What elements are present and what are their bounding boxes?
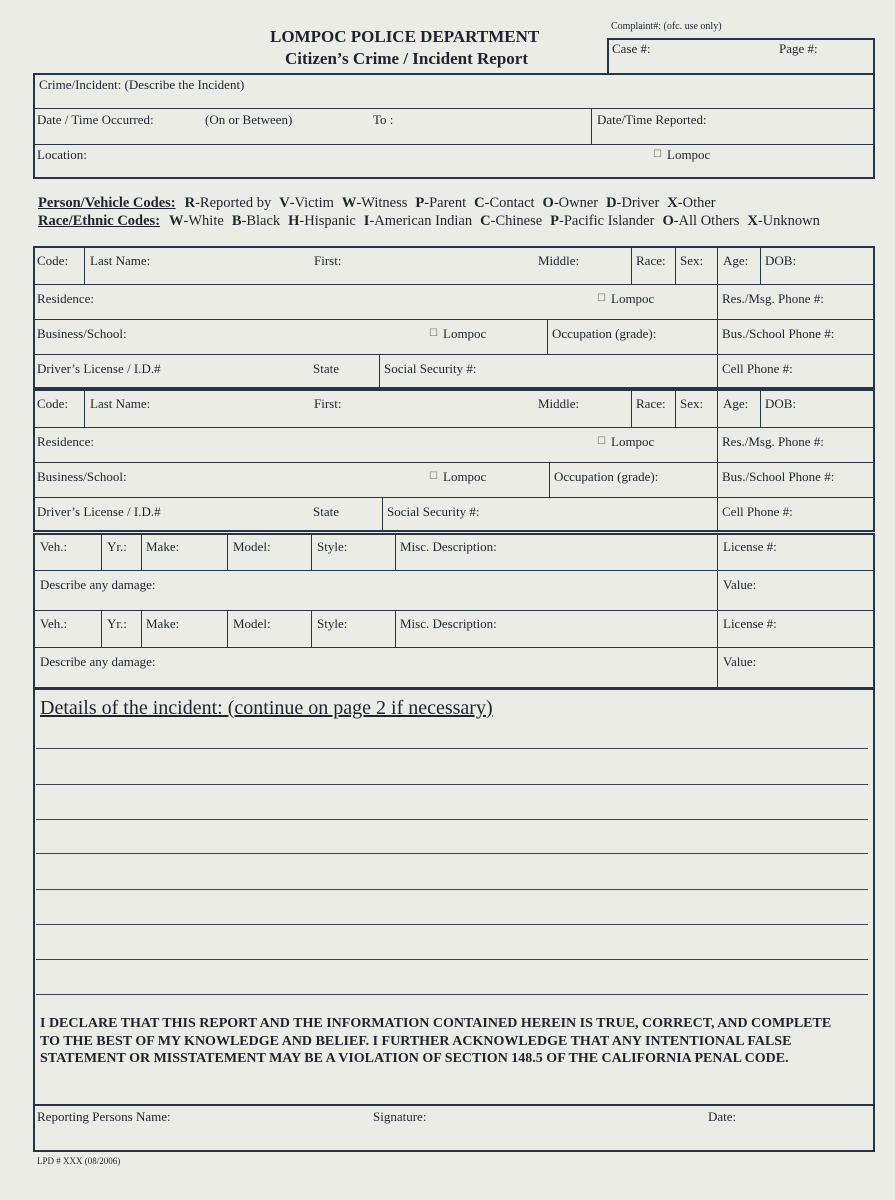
ssn-field[interactable]: Social Security #:: [387, 504, 480, 519]
age-field[interactable]: Age:: [723, 396, 749, 411]
person-code-item: [474, 195, 534, 211]
date-time-occurred-field[interactable]: Date / Time Occurred:: [37, 112, 154, 127]
divider: [395, 610, 396, 647]
sex-field[interactable]: Sex:: [680, 253, 704, 268]
person-code-text: -Contact: [484, 195, 535, 211]
lompoc-label: Lompoc: [667, 147, 711, 162]
first-name-field[interactable]: First:: [314, 253, 342, 268]
race-code-letter: C: [480, 213, 491, 229]
person-code-letter: C: [474, 195, 485, 211]
race-code-letter: W: [169, 213, 184, 229]
reporting-person-name-field[interactable]: Reporting Persons Name:: [37, 1109, 171, 1124]
page-number-label: Page #:: [779, 41, 818, 56]
divider: [227, 610, 228, 647]
declaration-text: I DECLARE THAT THIS REPORT AND THE INFORMATION CONTAINED HEREIN IS TRUE, CORRECT, AND COMPLETE TO THE BEST OF MY KNOWLEDGE AND BELIEF. I FURTHER ACKNOWLEDGE THAT ANY INTENTIONAL FALSE STATEMENT OR MISSTATEMENT MAY BE A VIOLATION OF SECTION 148.5 OF THE CALIFORNIA PENAL CODE.: [40, 1016, 832, 1066]
vehicle-style-field[interactable]: Style:: [317, 616, 348, 631]
bus-phone-field[interactable]: Bus./School Phone #:: [722, 469, 835, 484]
lompoc-checkbox-icon[interactable]: ☐: [597, 293, 606, 304]
person-code-letter: X: [667, 195, 678, 211]
ssn-field[interactable]: Social Security #:: [384, 361, 477, 376]
lompoc-checkbox-icon[interactable]: ☐: [429, 471, 438, 482]
race-field[interactable]: Race:: [636, 396, 666, 411]
person-codes-label: Person/Vehicle Codes:: [38, 195, 176, 211]
divider: [33, 462, 875, 463]
business-school-field[interactable]: Business/School:: [37, 326, 127, 341]
divider: [311, 610, 312, 647]
race-ethnic-codes: [38, 213, 820, 230]
vehicle-damage-field[interactable]: Describe any damage:: [40, 654, 156, 669]
lompoc-label: Lompoc: [443, 469, 487, 484]
divider: [101, 533, 102, 570]
date-field[interactable]: Date:: [708, 1109, 737, 1124]
person-code-item: [185, 195, 272, 211]
divider: [631, 389, 632, 427]
location-field[interactable]: Location:: [37, 147, 87, 162]
occupation-field[interactable]: Occupation (grade):: [554, 469, 659, 484]
race-code-item: [288, 213, 356, 229]
race-code-letter: I: [363, 213, 370, 229]
divider: [591, 108, 592, 144]
person-code-letter: D: [606, 195, 617, 211]
divider: [675, 389, 676, 427]
person-code-item: [342, 195, 407, 211]
bus-phone-field[interactable]: Bus./School Phone #:: [722, 326, 835, 341]
divider: [33, 647, 875, 648]
person-code-item: [415, 195, 466, 211]
divider: [311, 533, 312, 570]
vehicle-make-field[interactable]: Make:: [146, 616, 180, 631]
lompoc-label: Lompoc: [611, 434, 655, 449]
person-code-letter: R: [184, 195, 196, 211]
drivers-license-field[interactable]: Driver’s License / I.D.#: [37, 504, 161, 519]
divider: [227, 533, 228, 570]
divider: [141, 533, 142, 570]
divider: [379, 354, 380, 389]
race-code-text: -Unknown: [757, 213, 820, 229]
vehicle-year-field[interactable]: Yr.:: [107, 616, 127, 631]
race-code-item: [662, 213, 739, 229]
vehicle-code-field[interactable]: Veh.:: [40, 539, 68, 554]
form-number: LPD # XXX (08/2006): [37, 1156, 121, 1166]
details-writing-line[interactable]: [36, 819, 868, 820]
divider: [33, 108, 875, 109]
business-school-field[interactable]: Business/School:: [37, 469, 127, 484]
res-phone-field[interactable]: Res./Msg. Phone #:: [722, 434, 824, 449]
race-code-item: [232, 213, 280, 229]
res-phone-field[interactable]: Res./Msg. Phone #:: [722, 291, 824, 306]
person-code-item: [279, 195, 334, 211]
divider: [760, 389, 761, 427]
middle-name-field[interactable]: Middle:: [538, 396, 580, 411]
divider: [547, 319, 548, 354]
race-code-letter: P: [550, 213, 560, 229]
details-writing-line[interactable]: [36, 889, 868, 890]
race-code-text: -Chinese: [490, 213, 543, 229]
cell-phone-field[interactable]: Cell Phone #:: [722, 361, 793, 376]
person-code-letter: P: [415, 195, 425, 211]
age-field[interactable]: Age:: [723, 253, 749, 268]
case-number-label: Case #:: [612, 41, 651, 56]
complaint-note: Complaint#: (ofc. use only): [611, 21, 722, 32]
race-field[interactable]: Race:: [636, 253, 666, 268]
race-code-text: -White: [183, 213, 224, 229]
dob-field[interactable]: DOB:: [765, 253, 797, 268]
race-code-item: [550, 213, 654, 229]
race-code-text: -Hispanic: [299, 213, 356, 229]
person-code-letter: O: [542, 195, 554, 211]
divider: [717, 389, 718, 427]
person-code-item: [606, 195, 659, 211]
race-code-text: -American Indian: [369, 213, 473, 229]
state-field[interactable]: State: [313, 504, 339, 519]
race-code-text: -All Others: [673, 213, 740, 229]
divider: [33, 497, 875, 498]
signature-field[interactable]: Signature:: [373, 1109, 427, 1124]
vehicle-style-field[interactable]: Style:: [317, 539, 348, 554]
vehicle-year-field[interactable]: Yr.:: [107, 539, 127, 554]
vehicle-model-field[interactable]: Model:: [233, 539, 271, 554]
details-writing-line[interactable]: [36, 748, 868, 749]
divider: [33, 354, 875, 355]
race-codes-label: Race/Ethnic Codes:: [38, 213, 161, 229]
vehicle-misc-description-field[interactable]: Misc. Description:: [400, 539, 497, 554]
divider: [717, 610, 718, 687]
lompoc-checkbox-icon[interactable]: ☐: [597, 436, 606, 447]
divider: [101, 610, 102, 647]
race-code-text: -Pacific Islander: [559, 213, 655, 229]
person-code-item: [667, 195, 715, 211]
divider: [33, 319, 875, 320]
race-code-letter: H: [288, 213, 300, 229]
person-code-field[interactable]: Code:: [37, 253, 69, 268]
divider: [717, 246, 718, 284]
sex-field[interactable]: Sex:: [680, 396, 704, 411]
details-writing-line[interactable]: [36, 959, 868, 960]
occupation-field[interactable]: Occupation (grade):: [552, 326, 657, 341]
race-code-letter: O: [662, 213, 674, 229]
person-code-field[interactable]: Code:: [37, 396, 69, 411]
person-code-text: -Reported by: [195, 195, 272, 211]
to-label: To :: [373, 112, 394, 127]
vehicle-value-field[interactable]: Value:: [723, 577, 757, 592]
person-code-letter: W: [341, 195, 357, 211]
details-writing-line[interactable]: [36, 994, 868, 995]
divider: [631, 246, 632, 284]
divider: [84, 246, 85, 284]
last-name-field[interactable]: Last Name:: [90, 396, 151, 411]
state-field[interactable]: State: [313, 361, 339, 376]
middle-name-field[interactable]: Middle:: [538, 253, 580, 268]
department-name: LOMPOC POLICE DEPARTMENT: [270, 27, 540, 46]
cell-phone-field[interactable]: Cell Phone #:: [722, 504, 793, 519]
vehicle-damage-field[interactable]: Describe any damage:: [40, 577, 156, 592]
divider: [33, 570, 875, 571]
details-title: Details of the incident: (continue on page 2 if necessary): [40, 697, 493, 719]
divider: [549, 462, 550, 497]
residence-field[interactable]: Residence:: [37, 434, 95, 449]
lompoc-label: Lompoc: [443, 326, 487, 341]
details-writing-line[interactable]: [36, 924, 868, 925]
vehicle-license-field[interactable]: License #:: [723, 539, 777, 554]
divider: [760, 246, 761, 284]
vehicle-value-field[interactable]: Value:: [723, 654, 757, 669]
vehicle-misc-description-field[interactable]: Misc. Description:: [400, 616, 497, 631]
dob-field[interactable]: DOB:: [765, 396, 797, 411]
vehicle-make-field[interactable]: Make:: [146, 539, 180, 554]
divider: [717, 533, 718, 610]
race-code-item: [480, 213, 542, 229]
divider: [141, 610, 142, 647]
lompoc-label: Lompoc: [611, 291, 655, 306]
divider: [675, 246, 676, 284]
drivers-license-field[interactable]: Driver’s License / I.D.#: [37, 361, 161, 376]
residence-field[interactable]: Residence:: [37, 291, 95, 306]
race-code-item: [364, 213, 472, 229]
person-code-text: -Other: [677, 195, 716, 211]
person-code-text: -Parent: [424, 195, 467, 211]
details-writing-line[interactable]: [36, 784, 868, 785]
divider: [84, 389, 85, 427]
date-time-reported-field[interactable]: Date/Time Reported:: [597, 112, 707, 127]
person-code-item: [543, 195, 599, 211]
divider: [717, 427, 718, 532]
race-code-text: -Black: [241, 213, 281, 229]
race-code-letter: B: [231, 213, 242, 229]
divider: [33, 284, 875, 285]
divider: [717, 284, 718, 389]
first-name-field[interactable]: First:: [314, 396, 342, 411]
vehicle-model-field[interactable]: Model:: [233, 616, 271, 631]
race-code-letter: X: [747, 213, 758, 229]
race-code-item: [747, 213, 820, 229]
person-code-text: -Owner: [553, 195, 599, 211]
vehicle-code-field[interactable]: Veh.:: [40, 616, 68, 631]
lompoc-checkbox-icon[interactable]: ☐: [429, 328, 438, 339]
details-writing-line[interactable]: [36, 853, 868, 854]
form-title: Citizen’s Crime / Incident Report: [285, 49, 528, 68]
person-code-text: -Driver: [616, 195, 660, 211]
on-or-between-label: (On or Between): [205, 112, 293, 127]
person-vehicle-codes: [38, 195, 716, 212]
race-code-item: [169, 213, 224, 229]
person-code-letter: V: [279, 195, 290, 211]
vehicle-license-field[interactable]: License #:: [723, 616, 777, 631]
divider: [382, 497, 383, 532]
person-code-text: -Victim: [289, 195, 334, 211]
divider: [33, 610, 875, 611]
lompoc-checkbox-icon[interactable]: ☐: [653, 149, 662, 160]
crime-incident-field[interactable]: Crime/Incident: (Describe the Incident): [39, 77, 245, 92]
divider: [33, 427, 875, 428]
divider: [33, 144, 875, 145]
last-name-field[interactable]: Last Name:: [90, 253, 151, 268]
person-code-text: -Witness: [356, 195, 408, 211]
divider: [395, 533, 396, 570]
